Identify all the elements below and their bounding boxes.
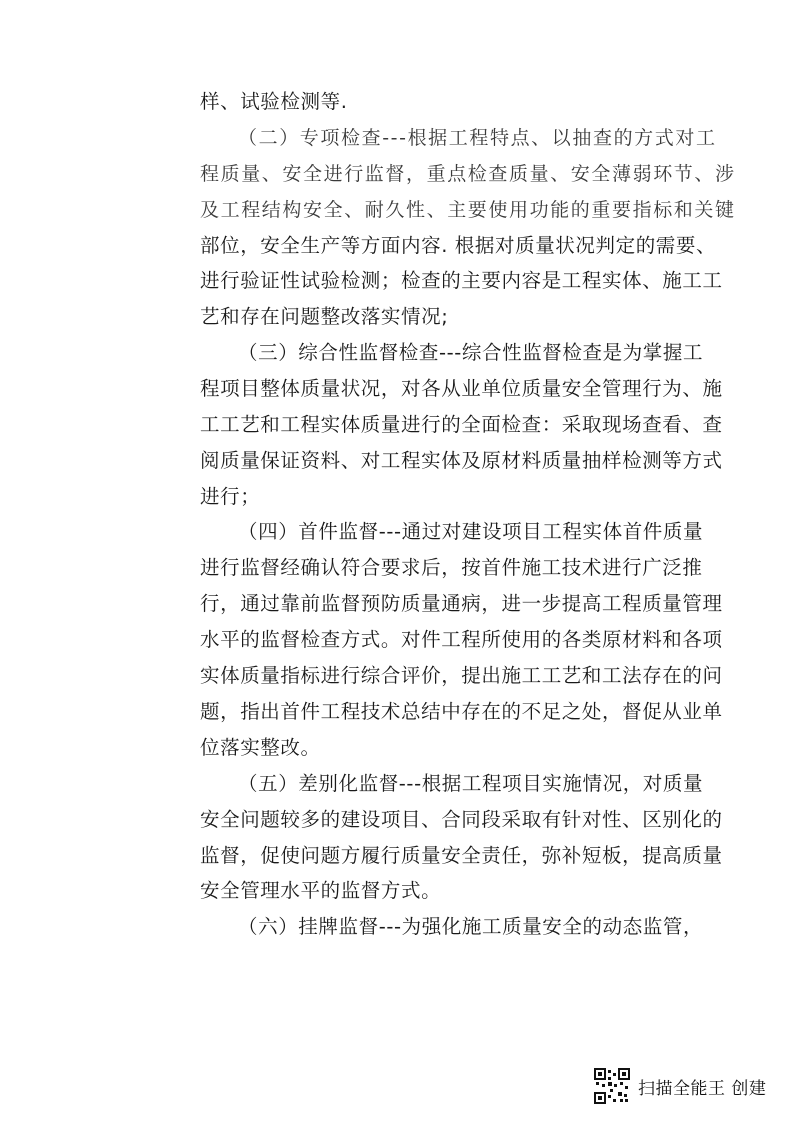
text-line: 及工程结构安全、耐久性、主要使用功能的重要指标和关键 [200,199,736,221]
paragraph-heading-5: （五）差别化监督---根据工程项目实施情况，对质量 [238,772,704,795]
paragraph-heading-3: （三）综合性监督检查---综合性监督检查是为掌握工 [238,341,704,364]
qr-code-icon [594,1068,630,1104]
text-line: 程项目整体质量状况，对各从业单位质量安全管理行为、施 [200,377,723,400]
text-line: 位落实整改。 [200,736,321,759]
text-line: 样、试验检测等. [200,90,348,113]
watermark-label: 扫描全能王 创建 [638,1078,767,1099]
scanner-watermark [594,1066,766,1106]
paragraph-heading-6: （六）挂牌监督---为强化施工质量安全的动态监管， [238,915,704,938]
paragraph-heading-2: （二）专项检查---根据工程特点、以抽查的方式对工 [238,127,717,149]
text-line: 安全问题较多的建设项目、合同段采取有针对性、区别化的 [200,808,723,831]
text-line: 进行验证性试验检测；检查的主要内容是工程实体、施工工 [200,269,723,292]
text-line: 部位，安全生产等方面内容. 根据对质量状况判定的需要、 [200,234,717,257]
text-line: 实体质量指标进行综合评价，提出施工工艺和工法存在的问 [200,664,723,687]
paragraph-heading-4: （四）首件监督---通过对建设项目工程实体首件质量 [238,520,704,543]
text-line: 监督，促使问题方履行质量安全责任，弥补短板，提高质量 [200,844,723,867]
text-line: 进行监督经确认符合要求后，按首件施工技术进行广泛推 [200,556,703,579]
text-line: 程质量、安全进行监督，重点检查质量、安全薄弱环节、涉 [200,163,736,185]
text-line: 进行； [200,485,261,508]
text-line: 安全管理水平的监督方式。 [200,879,442,902]
text-line: 阅质量保证资料、对工程实体及原材料质量抽样检测等方式 [200,449,723,472]
text-line: 工工艺和工程实体质量进行的全面检查：采取现场查看、查 [200,413,723,436]
text-line: 题，指出首件工程技术总结中存在的不足之处，督促从业单 [200,700,723,723]
text-line: 行，通过靠前监督预防质量通病，进一步提高工程质量管理 [200,592,723,615]
text-line: 水平的监督检查方式。对件工程所使用的各类原材料和各项 [200,628,723,651]
text-line: 艺和存在问题整改落实情况; [200,305,449,328]
